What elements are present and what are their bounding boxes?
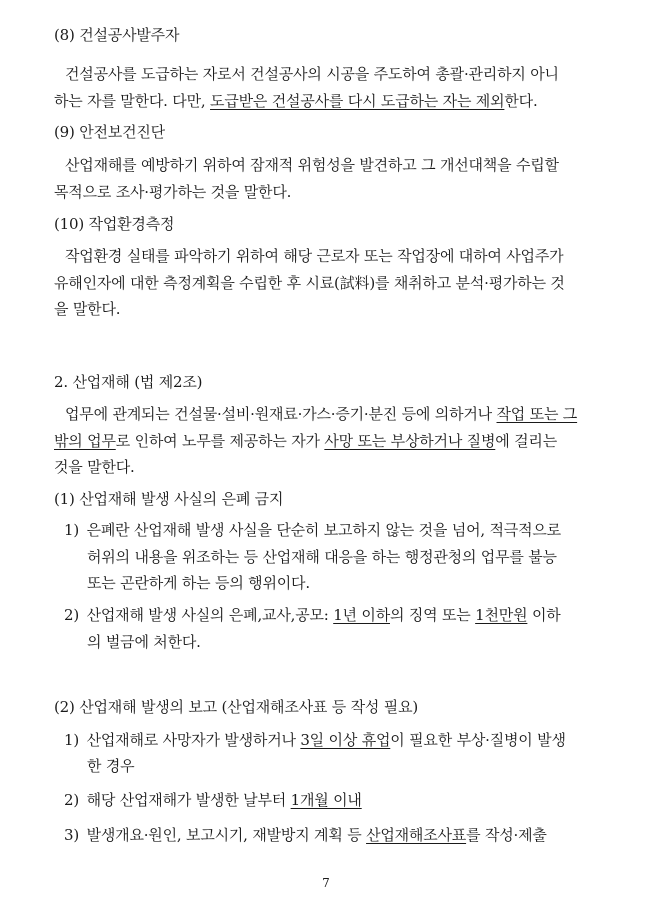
page-number: 7 <box>322 876 330 890</box>
subsection-2-item-1-line-2: 한 경우 <box>87 757 135 775</box>
underlined-text: 3일 이상 휴업 <box>300 731 391 749</box>
subsection-2-heading: (2) 산업재해 발생의 보고 (산업재해조사표 등 작성 필요) <box>54 698 419 716</box>
section-2-body-line-3: 것을 말한다. <box>54 458 135 476</box>
underlined-text: 도급받은 건설공사를 다시 도급하는 자는 제외 <box>210 92 505 110</box>
section-2-body-line-2: 밖의 업무로 인하여 노무를 제공하는 자가 사망 또는 부상하거나 질병에 걸리는 <box>54 432 557 450</box>
section-10-heading: (10) 작업환경측정 <box>54 215 175 233</box>
subsection-1-item-1-line-2: 허위의 내용을 위조하는 등 산업재해 대응을 하는 행정관청의 업무를 불능 <box>87 548 557 566</box>
subsection-1-item-1-line-3: 또는 곤란하게 하는 등의 행위이다. <box>87 574 310 592</box>
section-10-body-line-1: 작업환경 실태를 파악하기 위하여 해당 근로자 또는 작업장에 대하여 사업주가 <box>65 247 564 265</box>
underlined-text: 1년 이하 <box>333 606 390 624</box>
section-9-body-line-1: 산업재해를 예방하기 위하여 잠재적 위험성을 발견하고 그 개선대책을 수립할 <box>65 156 559 174</box>
underlined-text: 밖의 업무 <box>54 432 116 450</box>
underlined-text: 사망 또는 부상하거나 질병 <box>324 432 496 450</box>
underlined-text: 산업재해조사표 <box>366 826 467 844</box>
section-10-body-line-2: 유해인자에 대한 측정계획을 수립한 후 시료(試料)를 채취하고 분석·평가하는 것 <box>54 274 565 292</box>
underlined-text: 작업 또는 그 <box>496 405 578 423</box>
section-2-heading: 2. 산업재해 (법 제2조) <box>54 373 203 391</box>
section-9-heading: (9) 안전보건진단 <box>54 123 165 141</box>
section-8-body-line-2: 하는 자를 말한다. 다만, 도급받은 건설공사를 다시 도급하는 자는 제외한다. <box>54 92 538 110</box>
section-8-heading: (8) 건설공사발주자 <box>54 26 180 44</box>
subsection-2-item-3: 3) 발생개요·원인, 보고시기, 재발방지 계획 등 산업재해조사표를 작성·제출 <box>64 826 547 844</box>
underlined-text: 1개월 이내 <box>290 791 362 809</box>
section-9-body-line-2: 목적으로 조사·평가하는 것을 말한다. <box>54 183 292 201</box>
section-8-body-line-1: 건설공사를 도급하는 자로서 건설공사의 시공을 주도하여 총괄·관리하지 아니 <box>65 65 559 83</box>
underlined-text: 1천만원 <box>475 606 528 624</box>
subsection-2-item-2: 2) 해당 산업재해가 발생한 날부터 1개월 이내 <box>64 791 362 809</box>
subsection-1-item-1-line-1: 1) 은폐란 산업재해 발생 사실을 단순히 보고하지 않는 것을 넘어, 적극적으로 <box>64 521 561 539</box>
subsection-1-item-2-line-1: 2) 산업재해 발생 사실의 은폐,교사,공모: 1년 이하의 징역 또는 1천만원 이하 <box>64 606 561 624</box>
subsection-1-item-2-line-2: 의 벌금에 처한다. <box>87 633 201 651</box>
section-10-body-line-3: 을 말한다. <box>54 300 121 318</box>
subsection-1-heading: (1) 산업재해 발생 사실의 은폐 금지 <box>54 490 284 508</box>
subsection-2-item-1-line-1: 1) 산업재해로 사망자가 발생하거나 3일 이상 휴업이 필요한 부상·질병이 발생 <box>64 731 566 749</box>
section-2-body-line-1: 업무에 관계되는 건설물·설비·원재료·가스·증기·분진 등에 의하거나 작업 또는 그 <box>65 405 578 423</box>
